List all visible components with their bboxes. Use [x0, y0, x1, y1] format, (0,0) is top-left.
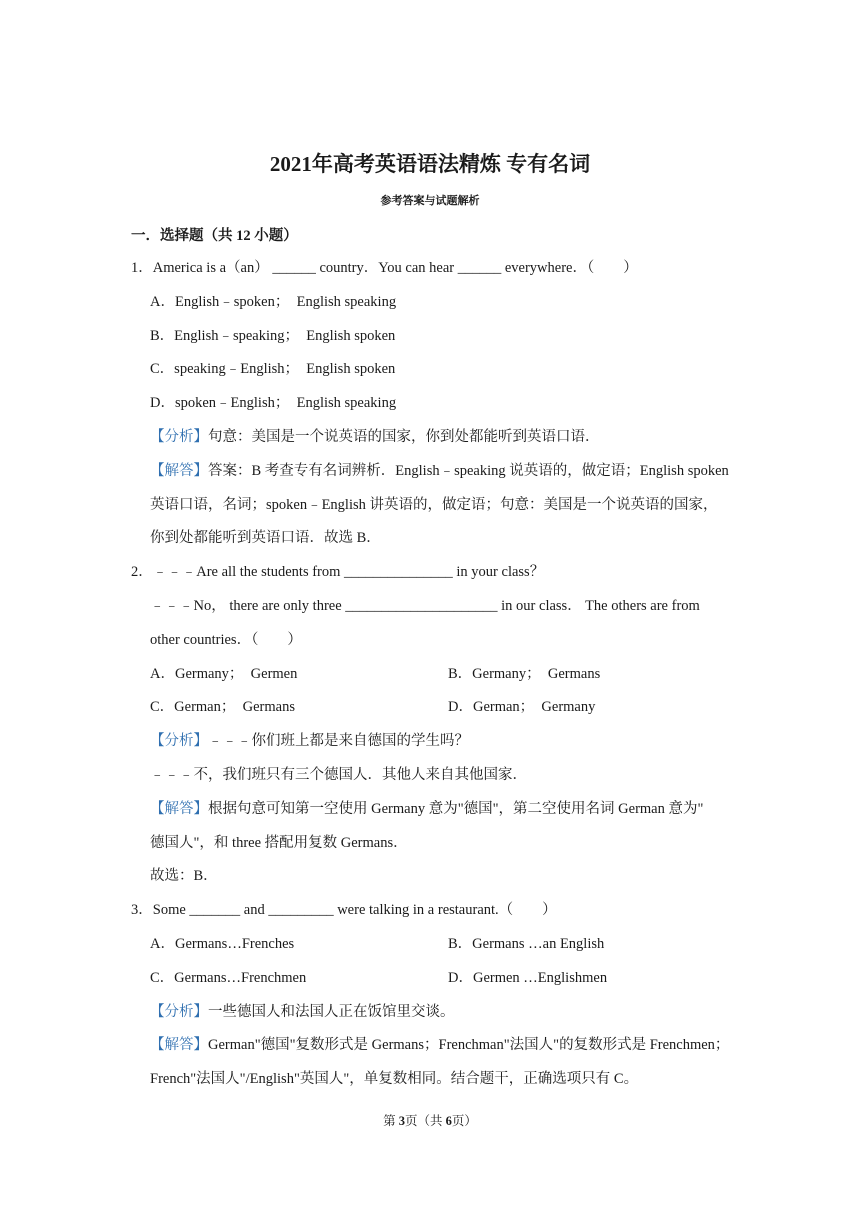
question-2-analysis-line-2: ﹣﹣﹣不，我们班只有三个德国人．其他人来自其他国家． — [150, 767, 527, 783]
question-2-option-a: A．Germany； Germen — [150, 666, 298, 682]
analysis-text: 一些德国人和法国人正在饭馆里交谈。 — [208, 1004, 455, 1020]
question-1-answer-line-3: 你到处都能听到英语口语．故选 B． — [150, 530, 381, 546]
question-1-option-c: C．speaking﹣English； English spoken — [150, 361, 396, 377]
question-2-analysis — [150, 731, 469, 751]
question-1-answer — [150, 461, 729, 481]
answer-tag: 【解答】 — [150, 1037, 208, 1053]
question-3-answer-line-2: French"法国人"/English"英国人"，单复数相同。结合题干，正确选项只有 C。 — [150, 1071, 639, 1087]
answer-tag: 【解答】 — [150, 801, 208, 817]
answer-tag: 【解答】 — [150, 463, 208, 479]
question-1-stem: 1．America is a（an） ______ country．You can hear ______ everywhere．（ ） — [131, 260, 638, 276]
question-3-option-d: D．Germen …Englishmen — [448, 970, 608, 986]
page-subtitle: 参考答案与试题解析 — [380, 195, 480, 207]
footer-mid: 页（共 — [404, 1114, 446, 1128]
question-3-option-b: B．Germans …an English — [448, 936, 605, 952]
question-3-answer — [150, 1035, 729, 1055]
answer-text: German"德国"复数形式是 Germans；Frenchman"法国人"的复数形式是 Frenchmen； — [208, 1037, 730, 1053]
analysis-tag: 【分析】 — [150, 1004, 208, 1020]
analysis-text: ﹣﹣﹣你们班上都是来自德国的学生吗？ — [208, 733, 469, 749]
analysis-tag: 【分析】 — [150, 733, 208, 749]
answer-text: 答案：B 考查专有名词辨析．English﹣speaking 说英语的，做定语；English spoken — [208, 463, 729, 479]
question-1-option-d: D．spoken﹣English； English speaking — [150, 395, 397, 411]
question-3-stem: 3．Some _______ and _________ were talking in a restaurant.（ ） — [131, 902, 557, 918]
section-heading: 一．选择题（共 12 小题） — [131, 228, 298, 244]
question-2-option-b: B．Germany； Germans — [448, 666, 601, 682]
footer-prefix: 第 — [383, 1114, 399, 1128]
page-title: 2021年高考英语语法精炼 专有名词 — [269, 152, 591, 176]
total-pages: 6 — [445, 1114, 452, 1128]
footer-suffix: 页） — [451, 1114, 477, 1128]
question-2-option-d: D．German； Germany — [448, 699, 596, 715]
answer-text: 根据句意可知第一空使用 Germany 意为"德国"，第二空使用名词 German 意为" — [208, 801, 704, 817]
question-2-stem-line-2: ﹣﹣﹣No， there are only three _____________________ in our class． The others are from — [150, 598, 700, 614]
question-3-analysis — [150, 1002, 455, 1022]
question-1-answer-line-2: 英语口语，名词；spoken﹣English 讲英语的，做定语；句意：美国是一个说英语的国家， — [150, 497, 718, 513]
analysis-text: 句意：美国是一个说英语的国家，你到处都能听到英语口语． — [208, 429, 600, 445]
question-2-stem-line-3: other countries．（ ） — [150, 632, 302, 648]
question-3-option-a: A．Germans…Frenches — [150, 936, 295, 952]
question-2-answer-line-2: 德国人"，和 three 搭配用复数 Germans． — [150, 835, 408, 851]
question-2-answer-line-3: 故选：B． — [150, 868, 218, 884]
question-1-option-b: B．English﹣speaking； English spoken — [150, 328, 396, 344]
analysis-tag: 【分析】 — [150, 429, 208, 445]
page-number: 3 — [398, 1114, 405, 1128]
question-1-option-a: A．English﹣spoken； English speaking — [150, 294, 397, 310]
question-2-stem: 2．﹣﹣﹣Are all the students from _______________ in your class？ — [131, 564, 545, 580]
question-2-answer — [150, 799, 703, 819]
question-1-analysis — [150, 427, 600, 447]
page-footer — [0, 1111, 860, 1129]
question-2-option-c: C．German； Germans — [150, 699, 295, 715]
question-3-option-c: C．Germans…Frenchmen — [150, 970, 307, 986]
